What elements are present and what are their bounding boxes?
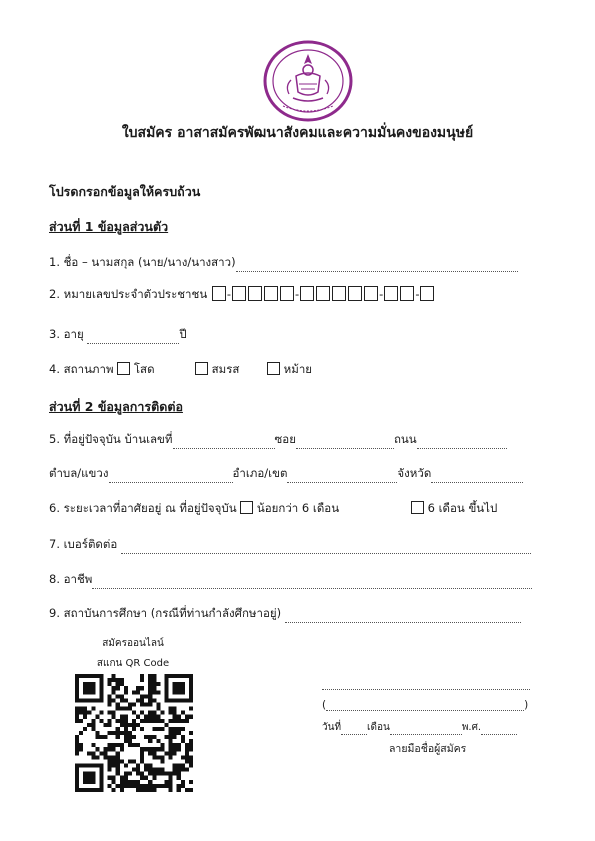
subdistrict-label: ตำบล/แขวง [49, 466, 109, 480]
age-field[interactable] [87, 331, 179, 344]
id-number-field[interactable]: - - - - [211, 287, 436, 301]
qr-caption-scan: สแกน QR Code [96, 658, 170, 669]
duration-label: 6. ระยะเวลาที่อาศัยอยู่ ณ ที่อยู่ปัจจุบัน [49, 501, 237, 515]
form-title: ใบสมัคร อาสาสมัครพัฒนาสังคมและความมั่นคงของมนุษย์ [121, 125, 474, 141]
soi-field[interactable] [296, 436, 394, 449]
date-day-label: วันที่ [322, 722, 342, 733]
subdistrict-field[interactable] [109, 470, 233, 483]
id-label: 2. หมายเลขประจำตัวประชาชน [49, 287, 208, 301]
section2-heading: ส่วนที่ 2 ข้อมูลการติดต่อ [49, 399, 183, 414]
status-married-label: สมรส [211, 362, 240, 376]
paren-close: ) [524, 699, 529, 711]
status-widowed-checkbox[interactable] [267, 362, 280, 375]
phone-row [49, 536, 531, 554]
paren-open: ( [322, 699, 327, 711]
printed-name-row [322, 699, 532, 711]
status-married-option [195, 361, 239, 379]
signature-line[interactable] [322, 688, 530, 690]
signature-caption: ลายมือชื่อผู้สมัคร [389, 743, 467, 755]
instruction-text: โปรดกรอกข้อมูลให้ครบถ้วน [49, 184, 201, 199]
age-label: 3. อายุ [49, 327, 84, 341]
status-married-checkbox[interactable] [195, 362, 208, 375]
duration-more-option [411, 500, 497, 518]
occupation-row [49, 571, 532, 589]
house-number-field[interactable] [173, 436, 275, 449]
date-month-label: เดือน [367, 722, 390, 733]
duration-more-label: 6 เดือน ขึ้นไป [427, 501, 498, 515]
status-label: 4. สถานภาพ [49, 362, 114, 376]
phone-field[interactable] [121, 541, 531, 554]
date-year-field[interactable] [481, 724, 517, 735]
name-label: 1. ชื่อ – นามสกุล (นาย/นาง/นางสาว) [49, 255, 236, 269]
id-row [49, 286, 435, 304]
name-field[interactable] [236, 259, 518, 272]
phone-label: 7. เบอร์ติดต่อ [49, 537, 118, 551]
date-day-field[interactable] [341, 724, 367, 735]
school-row [49, 605, 521, 623]
status-single-checkbox[interactable] [117, 362, 130, 375]
ministry-emblem-logo [263, 40, 353, 122]
duration-less-label: น้อยกว่า 6 เดือน [256, 501, 340, 515]
printed-name-field[interactable] [326, 700, 524, 711]
school-field[interactable] [285, 610, 521, 623]
duration-less-checkbox[interactable] [240, 501, 253, 514]
province-field[interactable] [431, 470, 523, 483]
status-row [49, 361, 155, 379]
duration-row [49, 500, 339, 518]
address-label: 5. ที่อยู่ปัจจุบัน บ้านเลขที่ [49, 432, 173, 446]
address-row-2 [49, 465, 523, 483]
status-single-label: โสด [133, 362, 155, 376]
soi-label: ซอย [274, 432, 296, 446]
age-row [49, 326, 187, 344]
road-field[interactable] [417, 436, 507, 449]
district-label: อำเภอ/เขต [232, 466, 288, 480]
name-row [49, 254, 518, 272]
district-field[interactable] [287, 470, 397, 483]
address-row [49, 431, 507, 449]
age-unit: ปี [179, 327, 187, 341]
status-widowed-option [267, 361, 312, 379]
occupation-label: 8. อาชีพ [49, 572, 93, 586]
qr-caption-online: สมัครออนไลน์ [102, 638, 164, 649]
school-label: 9. สถาบันการศึกษา (กรณีที่ท่านกำลังศึกษาอยู่) [49, 606, 282, 620]
date-month-field[interactable] [390, 724, 462, 735]
date-row [322, 720, 517, 735]
date-year-label: พ.ศ. [461, 722, 482, 733]
occupation-field[interactable] [92, 576, 532, 589]
duration-more-checkbox[interactable] [411, 501, 424, 514]
status-widowed-label: หม้าย [283, 362, 313, 376]
qr-code-image[interactable] [75, 674, 193, 792]
province-label: จังหวัด [397, 466, 432, 480]
section1-heading: ส่วนที่ 1 ข้อมูลส่วนตัว [49, 219, 169, 234]
road-label: ถนน [393, 432, 417, 446]
